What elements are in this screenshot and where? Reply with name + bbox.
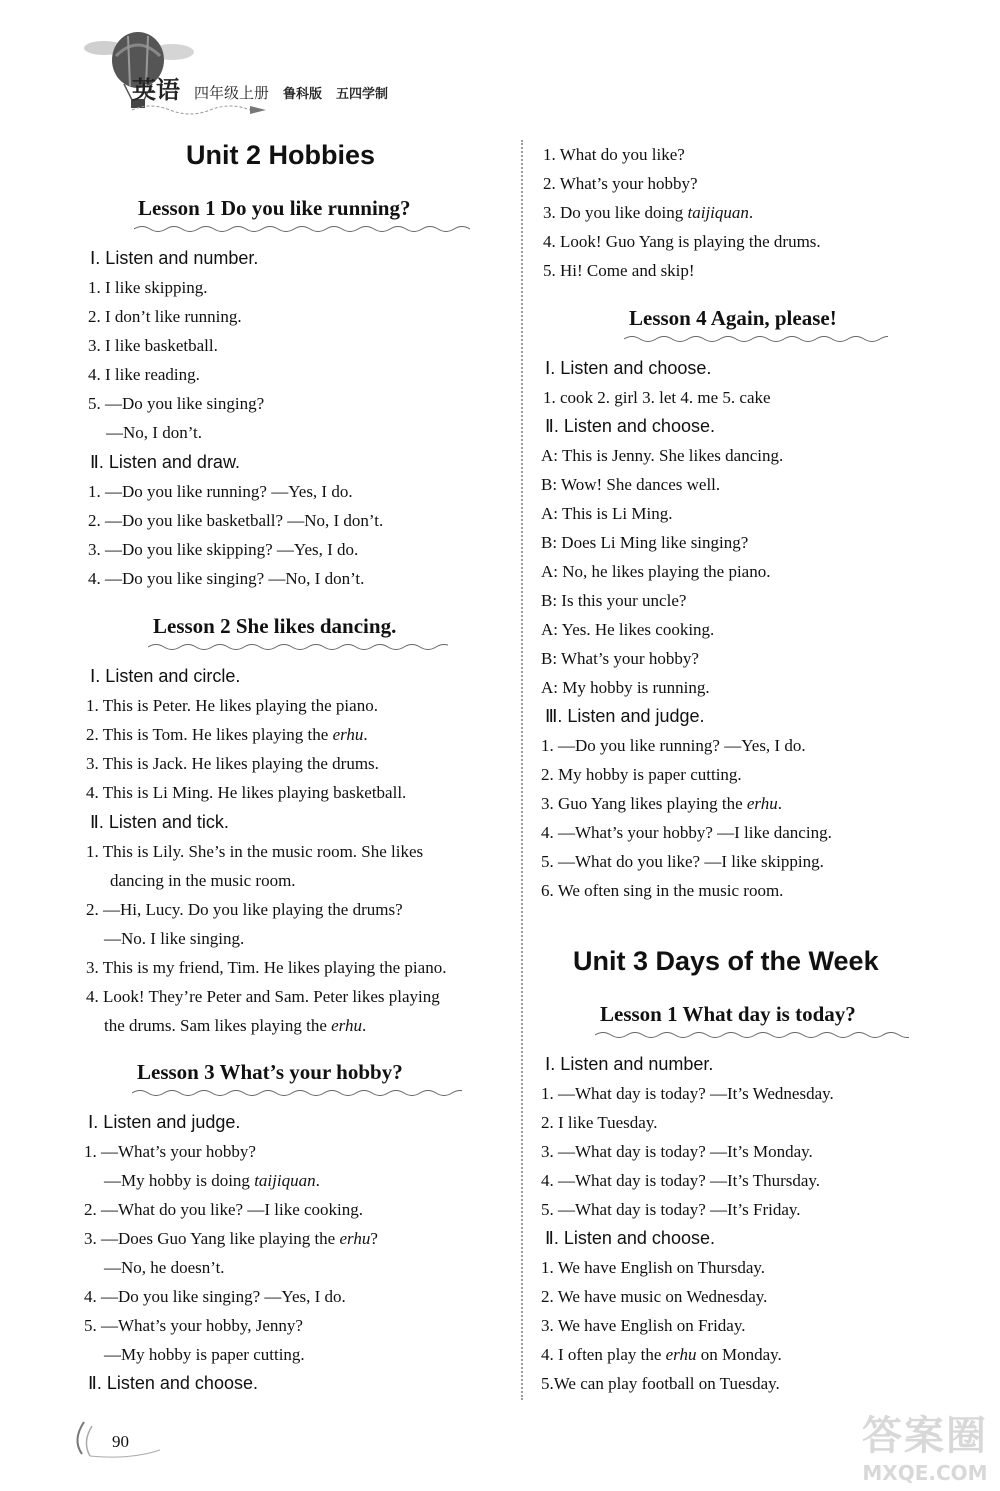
text-line: B: What’s your hobby?	[541, 649, 699, 668]
text-line: —My hobby is paper cutting.	[104, 1345, 305, 1364]
text-line: 6. We often sing in the music room.	[541, 881, 784, 900]
unit3-title: Unit 3 Days of the Week	[573, 946, 879, 976]
l1-section2-heading: Ⅱ. Listen and draw.	[90, 452, 240, 472]
page-header	[40, 18, 460, 128]
header-swirl-decoration	[130, 100, 280, 120]
text-line: 4. —Do you like singing? —No, I don’t.	[88, 569, 365, 588]
text-line: 2. This is Tom. He likes playing the erhu.	[86, 725, 368, 744]
u3l1-section1-heading: Ⅰ. Listen and number.	[545, 1054, 714, 1074]
text-line: 1. This is Peter. He likes playing the piano.	[86, 696, 378, 715]
grade-label: 四年级上册	[194, 84, 270, 102]
l3-section2-heading: Ⅱ. Listen and choose.	[88, 1373, 258, 1393]
text-line: A: No, he likes playing the piano.	[541, 562, 771, 581]
lesson-underline-wave	[595, 1030, 909, 1040]
text-line: 1. —Do you like running? —Yes, I do.	[541, 736, 806, 755]
text-line: 1. We have English on Thursday.	[541, 1258, 766, 1277]
text-line: 4. Look! They’re Peter and Sam. Peter likes playing	[86, 987, 440, 1006]
text-line: A: This is Li Ming.	[541, 504, 673, 523]
text-line: B: Does Li Ming like singing?	[541, 533, 749, 552]
unit3-lesson1-title: Lesson 1 What day is today?	[600, 1002, 856, 1026]
text-line: 2. I like Tuesday.	[541, 1113, 658, 1132]
text-line: 1. —Do you like running? —Yes, I do.	[88, 482, 353, 501]
text-line: 2. —Do you like basketball? —No, I don’t.	[88, 511, 384, 530]
text-line: A: Yes. He likes cooking.	[541, 620, 715, 639]
watermark-url: MXQE.COM	[862, 1461, 988, 1485]
system-label: 五四学制	[336, 87, 389, 102]
text-line: 5. —Do you like singing?	[88, 394, 265, 413]
text-line: —No, I don’t.	[106, 423, 203, 442]
l3-section1-heading: Ⅰ. Listen and judge.	[88, 1112, 241, 1132]
text-line: 1. This is Lily. She’s in the music room. She likes	[86, 842, 424, 861]
u3l1-section2-heading: Ⅱ. Listen and choose.	[545, 1228, 715, 1248]
text-line: 2. We have music on Wednesday.	[541, 1287, 768, 1306]
page-number: 90	[112, 1432, 129, 1451]
unit2-lesson4-title: Lesson 4 Again, please!	[629, 306, 837, 330]
l1-section1-heading: Ⅰ. Listen and number.	[90, 248, 259, 268]
text-line: 4. This is Li Ming. He likes playing basketball.	[86, 783, 407, 802]
unit2-lesson3-title: Lesson 3 What’s your hobby?	[137, 1060, 403, 1084]
text-line: 3. —What day is today? —It’s Monday.	[541, 1142, 813, 1161]
watermark-logo	[862, 1404, 988, 1485]
text-line: B: Is this your uncle?	[541, 591, 687, 610]
text-line: 3. This is my friend, Tim. He likes playing the piano.	[86, 958, 447, 977]
text-line: A: My hobby is running.	[541, 678, 710, 697]
text-line: 1. cook 2. girl 3. let 4. me 5. cake	[543, 388, 771, 407]
text-line: dancing in the music room.	[110, 871, 296, 890]
text-line: 1. I like skipping.	[88, 278, 208, 297]
text-line: 3. I like basketball.	[88, 336, 218, 355]
text-line: 5. —What’s your hobby, Jenny?	[84, 1316, 303, 1335]
text-line: 4. —What day is today? —It’s Thursday.	[541, 1171, 821, 1190]
text-line: A: This is Jenny. She likes dancing.	[541, 446, 784, 465]
text-line: 4. —What’s your hobby? —I like dancing.	[541, 823, 832, 842]
lesson-underline-wave	[624, 334, 888, 344]
text-line: 3. Guo Yang likes playing the erhu.	[541, 794, 782, 813]
text-line: 3. —Do you like skipping? —Yes, I do.	[88, 540, 359, 559]
column-divider	[521, 140, 523, 1400]
text-line: 4. I often play the erhu on Monday.	[541, 1345, 782, 1364]
l4-section3-heading: Ⅲ. Listen and judge.	[545, 706, 705, 726]
l2-section2-heading: Ⅱ. Listen and tick.	[90, 812, 229, 832]
text-line: 4. I like reading.	[88, 365, 200, 384]
text-line: 5. —What do you like? —I like skipping.	[541, 852, 824, 871]
l4-section1-heading: Ⅰ. Listen and choose.	[545, 358, 712, 378]
l2-section1-heading: Ⅰ. Listen and circle.	[90, 666, 241, 686]
text-line: 1. —What day is today? —It’s Wednesday.	[541, 1084, 834, 1103]
text-line: B: Wow! She dances well.	[541, 475, 721, 494]
text-line: 5. Hi! Come and skip!	[543, 261, 695, 280]
l4-section2-heading: Ⅱ. Listen and choose.	[545, 416, 715, 436]
text-line: 3. We have English on Friday.	[541, 1316, 746, 1335]
text-line: 4. —Do you like singing? —Yes, I do.	[84, 1287, 346, 1306]
text-line: 5. —What day is today? —It’s Friday.	[541, 1200, 801, 1219]
unit2-lesson2-title: Lesson 2 She likes dancing.	[153, 614, 397, 638]
unit2-title: Unit 2 Hobbies	[186, 140, 376, 170]
text-line: 5.We can play football on Tuesday.	[541, 1374, 780, 1393]
text-line: —No. I like singing.	[104, 929, 245, 948]
lesson-underline-wave	[148, 642, 448, 652]
subject-label: 英语	[132, 76, 180, 104]
unit2-lesson1-title: Lesson 1 Do you like running?	[138, 196, 411, 220]
text-line: 2. What’s your hobby?	[543, 174, 698, 193]
lesson-underline-wave	[132, 1088, 462, 1098]
text-line: 3. This is Jack. He likes playing the drums.	[86, 754, 379, 773]
text-line: —My hobby is doing taijiquan.	[104, 1171, 320, 1190]
text-line: 2. —What do you like? —I like cooking.	[84, 1200, 364, 1219]
text-line: 4. Look! Guo Yang is playing the drums.	[543, 232, 821, 251]
text-line: 1. —What’s your hobby?	[84, 1142, 256, 1161]
text-line: —No, he doesn’t.	[104, 1258, 225, 1277]
text-line: 3. —Does Guo Yang like playing the erhu?	[84, 1229, 378, 1248]
lesson-underline-wave	[134, 224, 470, 234]
text-line: the drums. Sam likes playing the erhu.	[104, 1016, 367, 1035]
text-line: 1. What do you like?	[543, 145, 685, 164]
text-line: 3. Do you like doing taijiquan.	[543, 203, 754, 222]
text-line: 2. I don’t like running.	[88, 307, 242, 326]
text-line: 2. My hobby is paper cutting.	[541, 765, 742, 784]
publisher-label: 鲁科版	[283, 87, 323, 102]
watermark-title: 答案圈	[862, 1413, 988, 1459]
text-line: 2. —Hi, Lucy. Do you like playing the drums?	[86, 900, 403, 919]
